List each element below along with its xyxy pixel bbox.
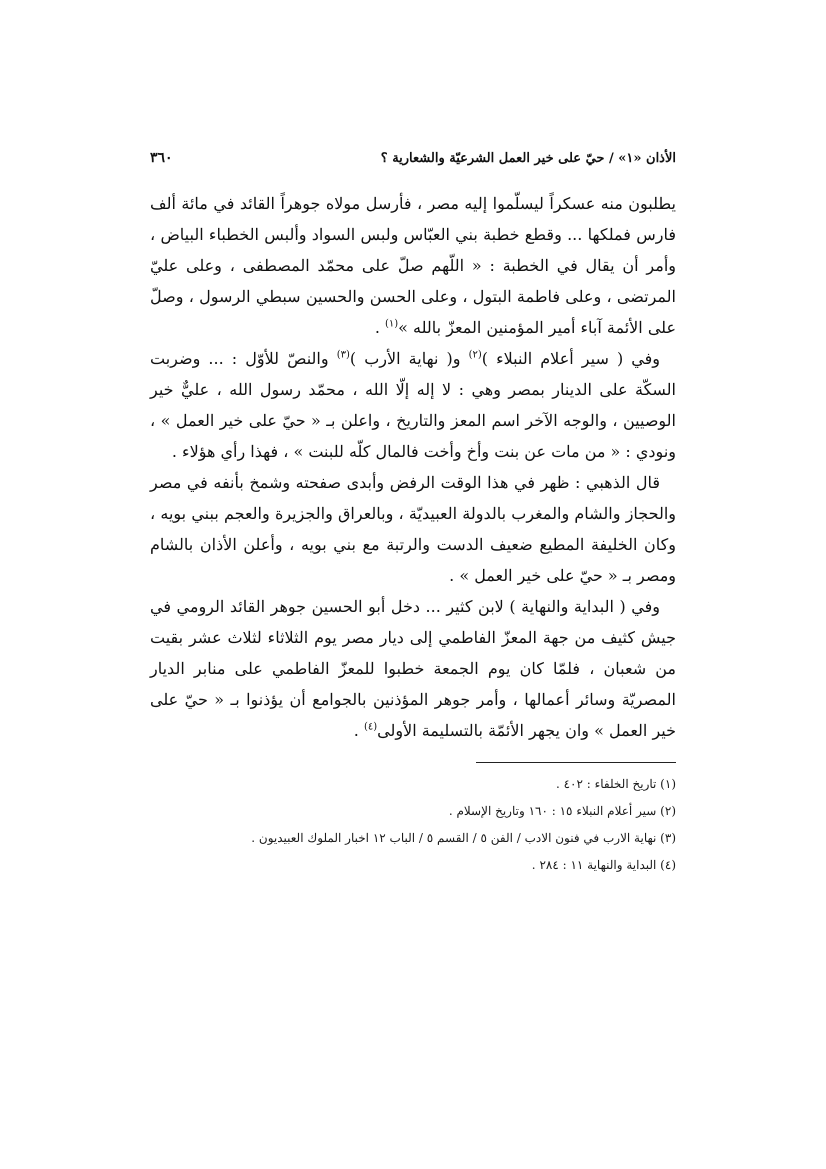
footnote-ref: (٤) bbox=[363, 721, 378, 733]
paragraph-text: وفي ( البداية والنهاية ) لابن كثير ... دخل أبو الحسين جوهر القائد الرومي في جيش كثيف من جهة المعزّ الفاطمي إلى ديار مصر يوم الثلاثاء لثلاث عشر بقيت من شعبان ، فلمّا كان يوم الجمعة خطبوا للمعزّ الفاطمي على منابر الديار المصريّة وسائر أعمالها ، وأمر جوهر المؤذنين بالجوامع أن يؤذنوا بـ « حيّ على خير العمل » وان يجهر الأئمّة بالتسليمة الأولى bbox=[150, 597, 676, 740]
footnote: (٢) سير أعلام النبلاء ١٥ : ١٦٠ وتاريخ الإسلام . bbox=[448, 804, 676, 818]
footnote-ref: (٣) bbox=[336, 349, 350, 361]
book-page bbox=[150, 150, 676, 1010]
header-title: الأذان «١» / حيّ على خير العمل الشرعيّة والشعارية ؟ bbox=[380, 151, 676, 166]
body-text bbox=[150, 188, 676, 746]
paragraph-text: وفي ( سير أعلام النبلاء ) bbox=[481, 349, 660, 368]
paragraph bbox=[150, 188, 676, 343]
paragraph-tail: . bbox=[374, 318, 385, 337]
paragraph bbox=[150, 467, 676, 591]
running-header bbox=[150, 150, 676, 178]
footnote: (٤) البداية والنهاية ١١ : ٢٨٤ . bbox=[531, 858, 676, 872]
paragraph bbox=[150, 591, 676, 746]
footnote-divider bbox=[476, 762, 676, 763]
paragraph-text: والنصّ للأوّل : ... وضربت السكّة على الدينار بمصر وهي : لا إله إلّا الله ، محمّد رسول الله ، عليٌّ خير الوصيين ، والوجه الآخر اسم المعز والتاريخ ، واعلن بـ « حيّ على خير العمل » ، ونودي : « من مات عن بنت وأخ وأخت فالمال كلّه للبنت » ، فهذا رأي هؤلاء . bbox=[150, 349, 676, 461]
page-number: ٣٦٠ bbox=[150, 150, 173, 166]
footnotes bbox=[150, 771, 676, 879]
paragraph-text: و( نهاية الأرب ) bbox=[349, 349, 469, 368]
paragraph-tail: . bbox=[353, 721, 364, 740]
footnote: (٣) نهاية الارب في فنون الادب / الفن ٥ / القسم ٥ / الباب ١٢ اخبار الملوك العبيديون . bbox=[251, 831, 676, 845]
footnote: (١) تاريخ الخلفاء : ٤٠٢ . bbox=[555, 777, 676, 791]
paragraph-text: يطلبون منه عسكراً ليسلّموا إليه مصر ، فأرسل مولاه جوهراً القائد في مائة ألف فارس فملكها ... وقطع خطبة بني العبّاس ولبس السواد وألبس الخطباء البياض ، وأمر أن يقال في الخطبة : « اللّهم صلّ على محمّد المصطفى ، وعلى عليّ المرتضى ، وعلى فاطمة البتول ، وعلى الحسن والحسين سبطي الرسول ، وصلّ على الأئمة آباء أمير المؤمنين المعزّ بالله » bbox=[150, 194, 677, 337]
footnote-ref: (٢) bbox=[468, 349, 482, 361]
footnote-ref: (١) bbox=[384, 318, 399, 330]
paragraph bbox=[150, 343, 676, 467]
paragraph-text: قال الذهبي : ظهر في هذا الوقت الرفض وأبدى صفحته وشمخ بأنفه في مصر والحجاز والشام والمغرب بالدولة العبيديّة ، وبالعراق والجزيرة والعجم ببني بويه ، وكان الخليفة المطيع ضعيف الدست والرتبة مع بني بويه ، وأعلن الأذان بالشام ومصر بـ « حيّ على خير العمل » . bbox=[150, 473, 676, 585]
